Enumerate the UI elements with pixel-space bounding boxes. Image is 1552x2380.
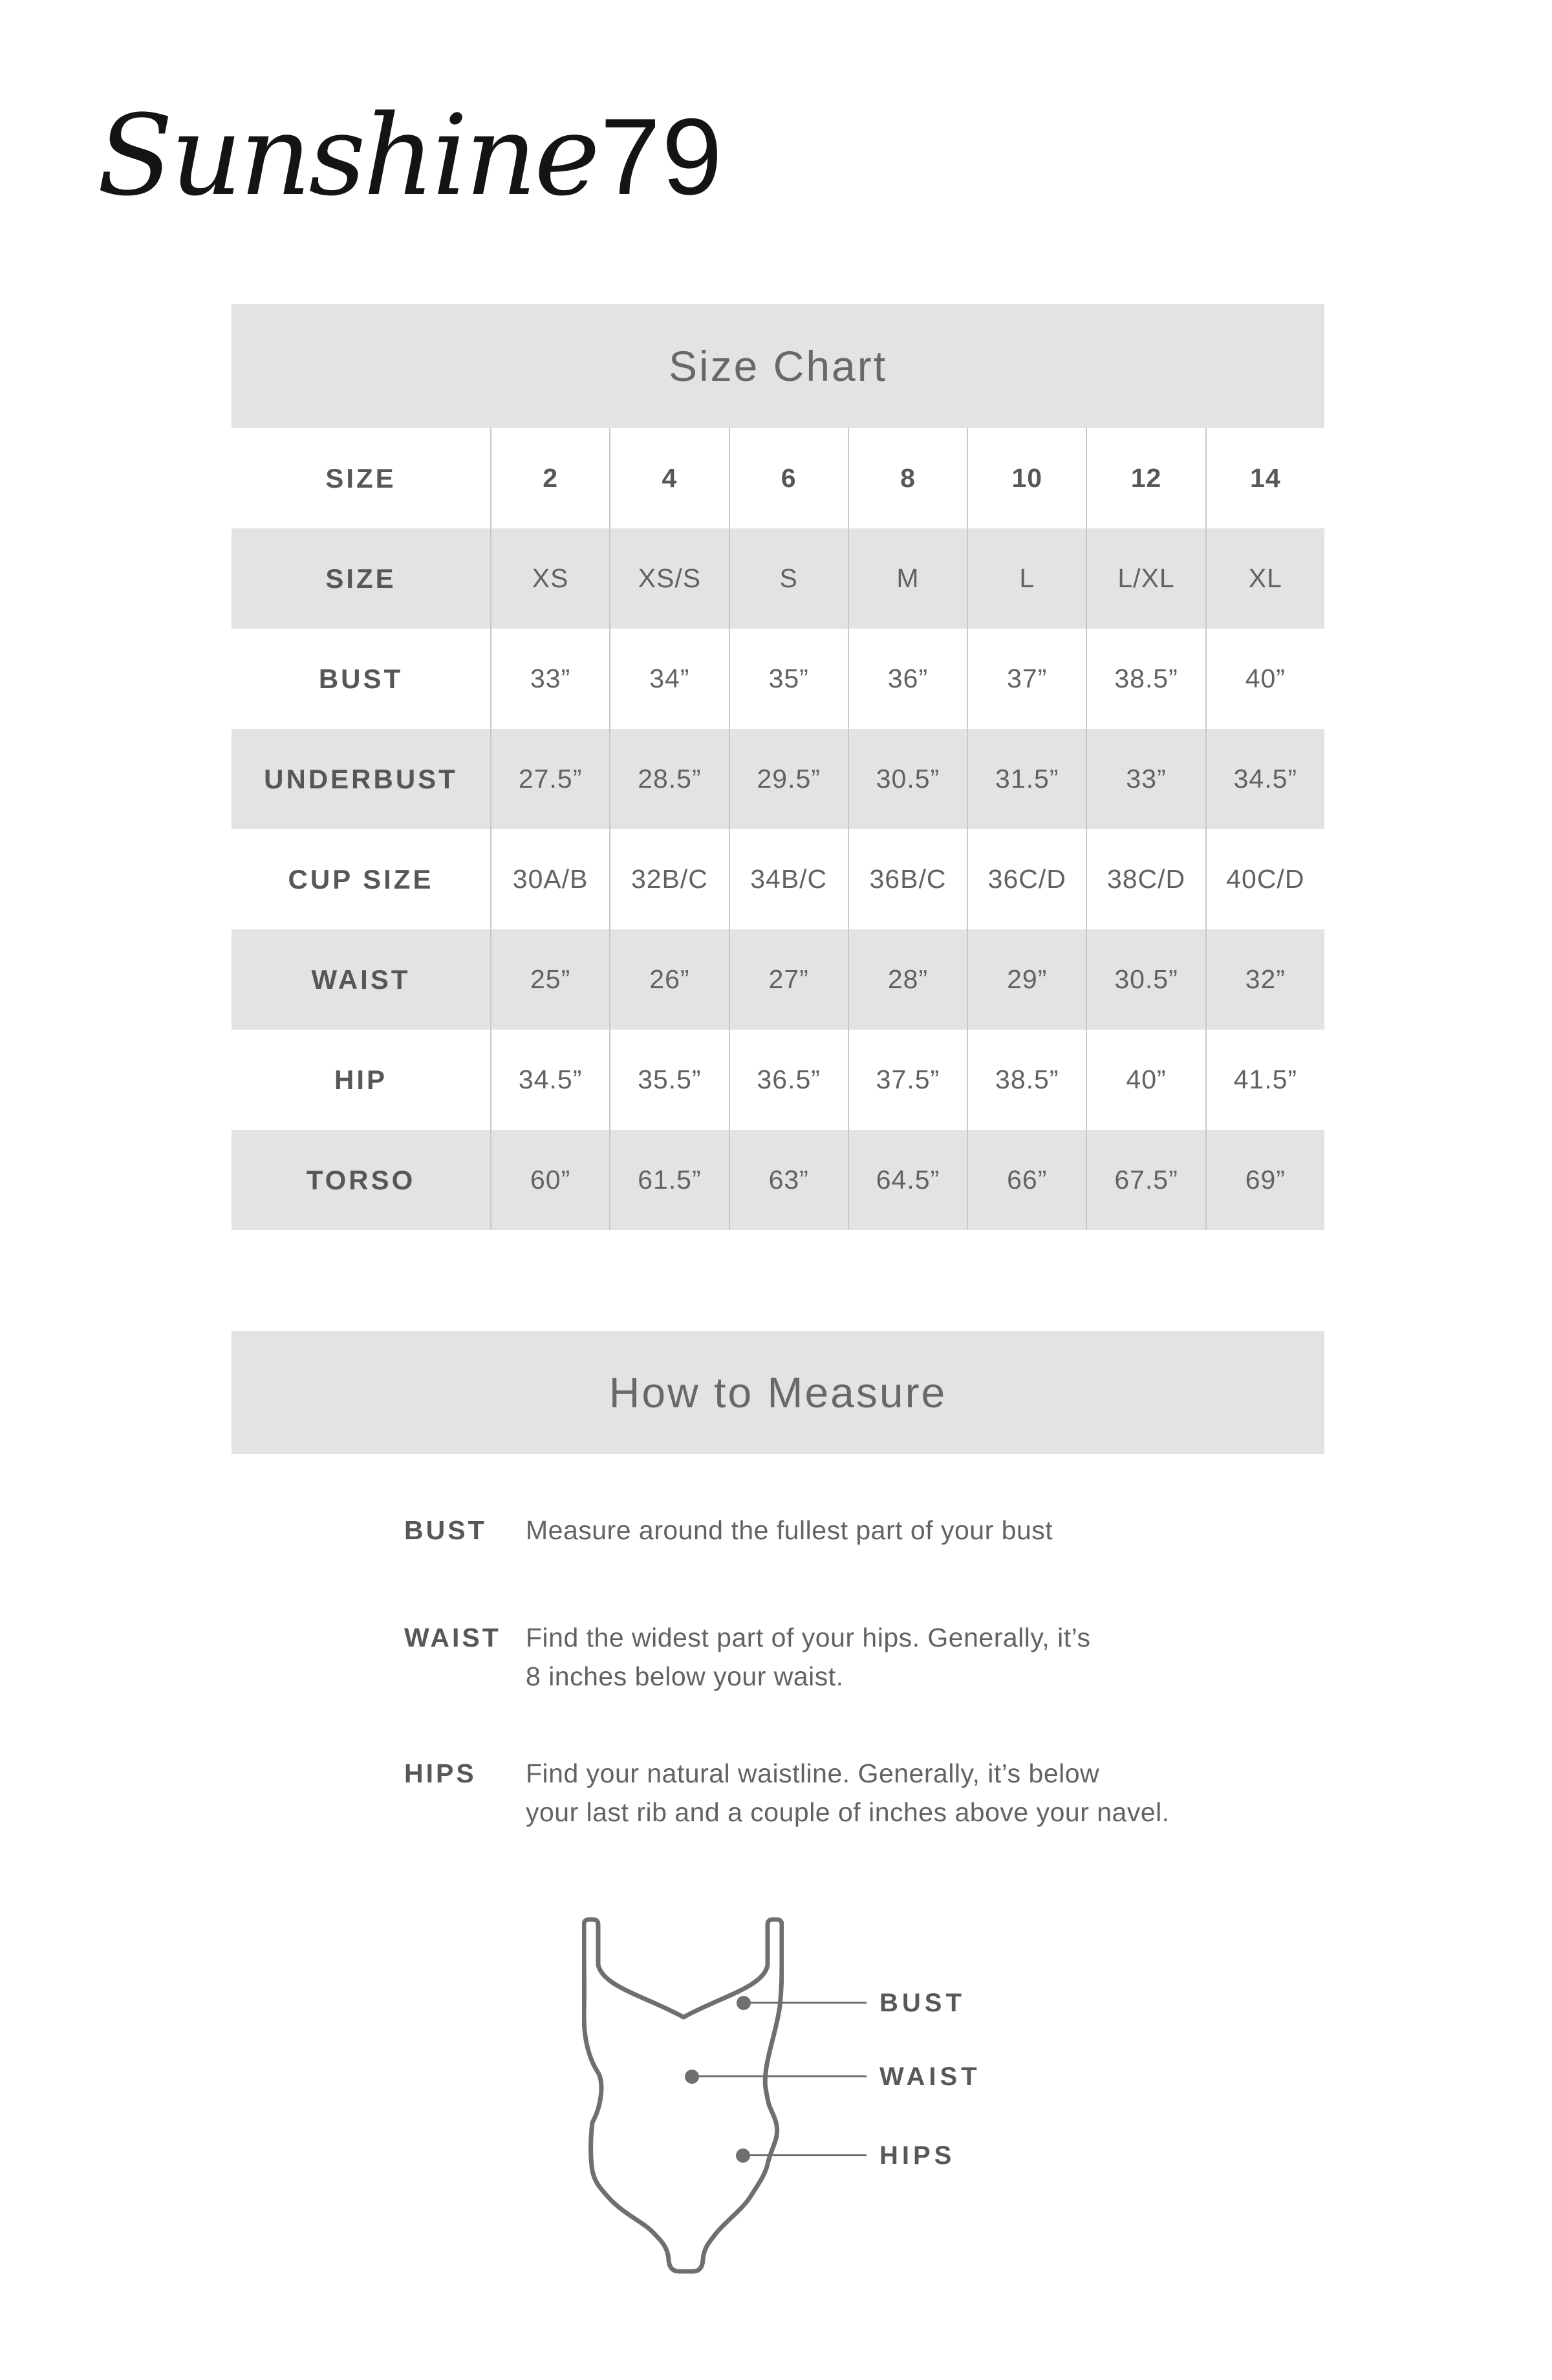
table-cell: 6 [729,428,848,528]
table-cell: 41.5” [1205,1030,1324,1130]
measure-description-line: Measure around the fullest part of your bust [526,1515,1053,1545]
table-row [232,528,1324,629]
table-cell: 37.5” [848,1030,967,1130]
waist-pointer-line [695,2075,867,2077]
how-to-measure-title: How to Measure [609,1368,947,1416]
hips-pointer-line [746,2154,867,2156]
size-chart-title: Size Chart [668,342,888,390]
table-cell: 38.5” [967,1030,1086,1130]
row-label: SIZE [325,563,396,594]
table-cell: 36.5” [729,1030,848,1130]
table-cell: 37” [967,629,1086,729]
table-cell: 40” [1205,629,1324,729]
row-label: UNDERBUST [264,763,458,794]
table-cell: 14 [1205,428,1324,528]
brand-logo [97,91,724,221]
measure-label: BUST [404,1515,487,1545]
table-cell: 36C/D [967,829,1086,929]
diagram-label-bust: BUST [879,1989,965,2017]
swimsuit-outline [582,1916,784,2277]
table-row [232,1030,1324,1130]
measure-description [526,1511,1053,1550]
table-cell: 40” [1086,1030,1205,1130]
measure-description-line: Find the widest part of your hips. Generally, it’s [526,1623,1091,1652]
table-row [232,428,1324,528]
table-cell: 10 [967,428,1086,528]
table-row [232,629,1324,729]
table-cell: 30A/B [490,829,609,929]
row-label: CUP SIZE [288,863,434,894]
how-to-measure-title-band [232,1331,1324,1454]
table-cell: 4 [609,428,728,528]
table-cell: 60” [490,1130,609,1230]
table-cell: L/XL [1086,528,1205,629]
measure-label: WAIST [404,1623,501,1652]
table-cell: 63” [729,1130,848,1230]
table-cell: 32” [1205,929,1324,1030]
size-chart-table [232,304,1324,1230]
diagram-label-hips: HIPS [879,2141,956,2170]
table-cell: 67.5” [1086,1130,1205,1230]
table-cell: 34” [609,629,728,729]
table-cell: 38C/D [1086,829,1205,929]
table-cell: 61.5” [609,1130,728,1230]
table-row [232,729,1324,829]
table-cell: 30.5” [1086,929,1205,1030]
table-cell: 35.5” [609,1030,728,1130]
measure-description-line: 8 inches below your waist. [526,1661,844,1691]
table-cell: 69” [1205,1130,1324,1230]
table-cell: 25” [490,929,609,1030]
table-cell: 28” [848,929,967,1030]
table-cell: 64.5” [848,1130,967,1230]
table-cell: 36” [848,629,967,729]
brand-logo-script: Sunshine [97,91,598,221]
measure-description-line: your last rib and a couple of inches above your navel. [526,1797,1170,1827]
table-cell: 36B/C [848,829,967,929]
bust-pointer-line [746,2002,867,2004]
brand-logo-number: 79 [600,96,724,217]
row-label: WAIST [311,964,411,995]
table-cell: S [729,528,848,629]
table-cell: 29” [967,929,1086,1030]
table-cell: 12 [1086,428,1205,528]
table-cell: 27.5” [490,729,609,829]
table-cell: 30.5” [848,729,967,829]
table-row [232,829,1324,929]
table-cell: 32B/C [609,829,728,929]
table-cell: 8 [848,428,967,528]
row-label: TORSO [306,1164,416,1195]
row-label: SIZE [325,462,396,493]
table-cell: XL [1205,528,1324,629]
table-cell: XS/S [609,528,728,629]
table-cell: 40C/D [1205,829,1324,929]
table-cell: 34.5” [1205,729,1324,829]
table-cell: 28.5” [609,729,728,829]
table-cell: L [967,528,1086,629]
table-cell: 35” [729,629,848,729]
table-cell: XS [490,528,609,629]
size-chart-title-band [232,304,1324,428]
measure-description [526,1754,1170,1832]
table-row [232,1130,1324,1230]
table-cell: 31.5” [967,729,1086,829]
table-cell: 66” [967,1130,1086,1230]
table-row [232,929,1324,1030]
row-label: BUST [318,663,404,694]
table-cell: 34.5” [490,1030,609,1130]
measure-description [526,1618,1091,1696]
table-cell: 33” [490,629,609,729]
measure-label: HIPS [404,1758,477,1788]
table-cell: 29.5” [729,729,848,829]
diagram-label-waist: WAIST [879,2062,981,2091]
table-cell: 26” [609,929,728,1030]
measure-description-line: Find your natural waistline. Generally, it’s below [526,1758,1100,1788]
table-cell: 2 [490,428,609,528]
table-cell: 38.5” [1086,629,1205,729]
table-cell: 27” [729,929,848,1030]
table-cell: 33” [1086,729,1205,829]
row-label: HIP [334,1064,387,1095]
table-cell: M [848,528,967,629]
table-cell: 34B/C [729,829,848,929]
